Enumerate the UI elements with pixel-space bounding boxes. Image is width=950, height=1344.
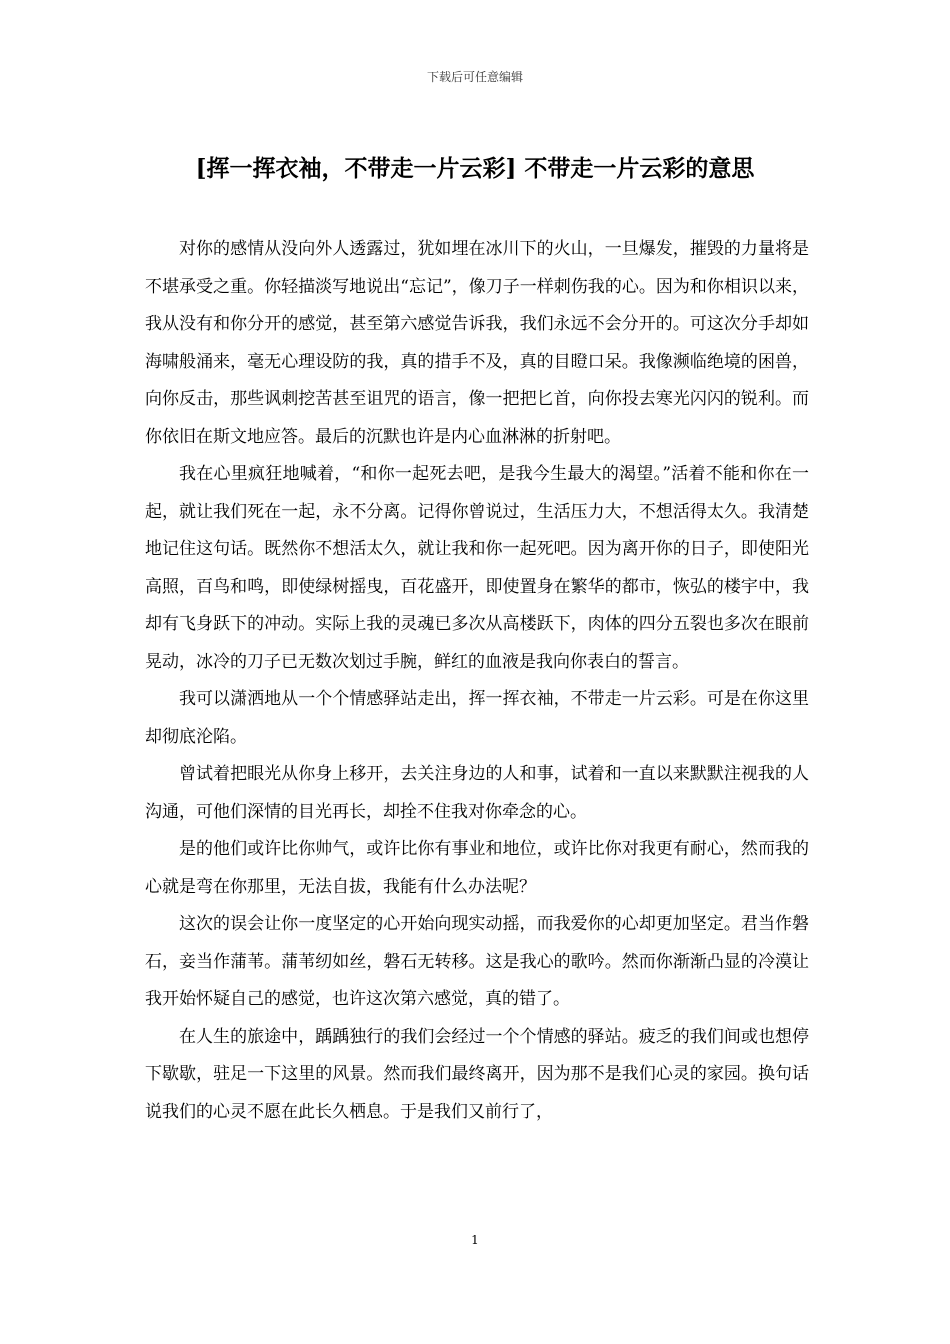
page-number: 1 xyxy=(471,1233,479,1247)
paragraph: 曾试着把眼光从你身上移开，去关注身边的人和事，试着和一直以来默默注视我的人沟通，可他们深情的目光再长，却拴不住我对你牵念的心。 xyxy=(145,764,809,822)
paragraph: 我可以潇洒地从一个个情感驿站走出，挥一挥衣袖，不带走一片云彩。可是在你这里却彻底沦陷。 xyxy=(145,689,809,747)
paragraph: 这次的误会让你一度坚定的心开始向现实动摇，而我爱你的心却更加坚定。君当作磐石，妾当作蒲苇。蒲苇纫如丝，磐石无转移。这是我心的歌吟。然而你渐渐凸显的冷漠让我开始怀疑自己的感觉，也许这次第六感觉，真的错了。 xyxy=(145,914,809,1009)
document-title: [挥一挥衣袖，不带走一片云彩] 不带走一片云彩的意思 xyxy=(195,155,755,182)
document-body xyxy=(145,231,809,1131)
paragraph: 是的他们或许比你帅气，或许比你有事业和地位，或许比你对我更有耐心，然而我的心就是弯在你那里，无法自拔，我能有什么办法呢？ xyxy=(145,839,809,897)
paragraph: 我在心里疯狂地喊着，“和你一起死去吧，是我今生最大的渴望。”活着不能和你在一起，就让我们死在一起，永不分离。记得你曾说过，生活压力大，不想活得太久。我清楚地记住这句话。既然你不想活太久，就让我和你一起死吧。因为离开你的日子，即使阳光高照，百鸟和鸣，即使绿树摇曳，百花盛开，即使置身在繁华的都市，恢弘的楼宇中，我却有飞身跃下的冲动。实际上我的灵魂已多次从高楼跃下，肉体的四分五裂也多次在眼前晃动，冰冷的刀子已无数次划过手腕，鲜红的血液是我向你表白的誓言。 xyxy=(145,464,809,672)
paragraph: 在人生的旅途中，踽踽独行的我们会经过一个个情感的驿站。疲乏的我们间或也想停下歇歇，驻足一下这里的风景。然而我们最终离开，因为那不是我们心灵的家园。换句话说我们的心灵不愿在此长久栖息。于是我们又前行了， xyxy=(145,1026,809,1122)
paragraph: 对你的感情从没向外人透露过，犹如埋在冰川下的火山，一旦爆发，摧毁的力量将是不堪承受之重。你轻描淡写地说出“忘记”，像刀子一样刺伤我的心。因为和你相识以来，我从没有和你分开的感觉，甚至第六感觉告诉我，我们永远不会分开的。可这次分手却如海啸般涌来，毫无心理设防的我，真的措手不及，真的目瞪口呆。我像濒临绝境的困兽，向你反击，那些讽刺挖苦甚至诅咒的语言，像一把把匕首，向你投去寒光闪闪的锐利。而你依旧在斯文地应答。最后的沉默也许是内心血淋淋的折射吧。 xyxy=(145,239,809,447)
header-note: 下载后可任意编辑 xyxy=(426,70,523,84)
